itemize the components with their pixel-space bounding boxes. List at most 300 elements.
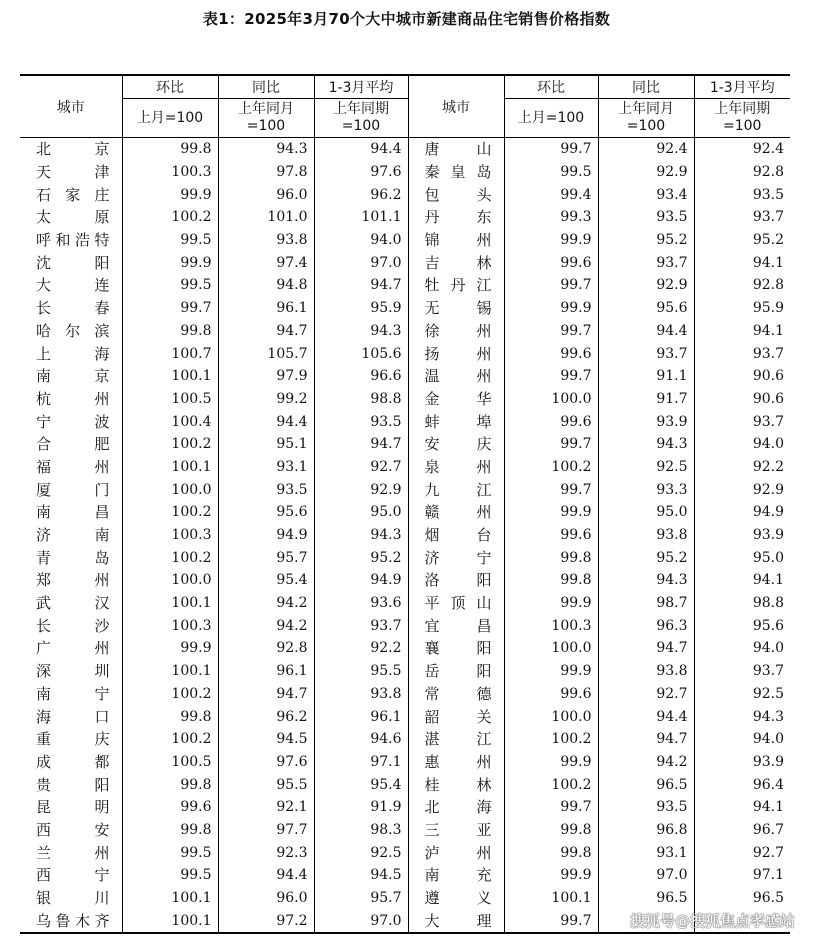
table-row <box>20 887 790 910</box>
mom-value: 99.5 <box>504 161 598 184</box>
mom-value: 99.7 <box>504 320 598 343</box>
avg-value: 92.2 <box>314 637 408 660</box>
yoy-value: 93.5 <box>598 206 694 229</box>
mom-value: 100.4 <box>122 410 218 433</box>
city-name: 宁波 <box>20 410 122 433</box>
avg-value: 93.8 <box>314 683 408 706</box>
city-name: 泸州 <box>408 841 504 864</box>
avg-value: 94.9 <box>694 501 790 524</box>
table-row <box>20 819 790 842</box>
mom-value: 100.2 <box>504 728 598 751</box>
mom-value: 99.8 <box>122 773 218 796</box>
city-name: 安庆 <box>408 433 504 456</box>
table-row <box>20 365 790 388</box>
avg-value: 97.0 <box>314 251 408 274</box>
yoy-value: 97.4 <box>218 251 314 274</box>
table-row <box>20 841 790 864</box>
city-name: 海口 <box>20 705 122 728</box>
city-name: 湛江 <box>408 728 504 751</box>
mom-value: 100.3 <box>122 161 218 184</box>
yoy-base-left <box>218 99 314 138</box>
city-name: 深圳 <box>20 660 122 683</box>
table-row <box>20 251 790 274</box>
table-row <box>20 433 790 456</box>
avg-value: 94.7 <box>314 433 408 456</box>
table-row <box>20 660 790 683</box>
avg-value: 92.2 <box>694 456 790 479</box>
mom-value: 100.2 <box>122 433 218 456</box>
city-name: 包头 <box>408 183 504 206</box>
table-row <box>20 569 790 592</box>
yoy-value: 92.1 <box>218 796 314 819</box>
avg-header-right: 1-3月平均 <box>694 75 790 99</box>
yoy-value: 93.4 <box>598 183 694 206</box>
yoy-value: 95.2 <box>598 546 694 569</box>
city-name: 蚌埠 <box>408 410 504 433</box>
mom-value: 99.3 <box>504 206 598 229</box>
table-body <box>20 138 790 934</box>
mom-value: 99.9 <box>504 660 598 683</box>
city-name: 上海 <box>20 342 122 365</box>
yoy-value: 97.8 <box>218 161 314 184</box>
avg-value: 92.5 <box>694 683 790 706</box>
avg-base-line1: 上年同期 <box>333 101 389 117</box>
avg-value: 92.9 <box>694 478 790 501</box>
yoy-value: 93.1 <box>218 456 314 479</box>
city-name: 惠州 <box>408 751 504 774</box>
avg-value: 95.2 <box>314 546 408 569</box>
table-row <box>20 637 790 660</box>
mom-value: 99.5 <box>122 229 218 252</box>
avg-value: 94.7 <box>314 274 408 297</box>
yoy-value: 92.7 <box>598 683 694 706</box>
avg-value: 92.9 <box>314 478 408 501</box>
mom-value: 100.2 <box>504 773 598 796</box>
mom-value: 100.7 <box>122 342 218 365</box>
avg-value: 97.0 <box>314 909 408 933</box>
mom-value: 99.9 <box>504 297 598 320</box>
yoy-value: 94.4 <box>218 410 314 433</box>
yoy-value: 92.9 <box>598 274 694 297</box>
avg-value: 96.4 <box>694 773 790 796</box>
city-name: 兰州 <box>20 841 122 864</box>
yoy-value: 105.7 <box>218 342 314 365</box>
avg-value: 94.0 <box>694 433 790 456</box>
city-name: 烟台 <box>408 524 504 547</box>
mom-value: 100.5 <box>122 751 218 774</box>
yoy-header-left: 同比 <box>218 75 314 99</box>
yoy-value: 101.0 <box>218 206 314 229</box>
avg-value: 97.1 <box>314 751 408 774</box>
yoy-value: 97.2 <box>218 909 314 933</box>
avg-value: 94.1 <box>694 320 790 343</box>
yoy-value: 93.5 <box>598 796 694 819</box>
city-name: 韶关 <box>408 705 504 728</box>
yoy-value: 94.2 <box>218 614 314 637</box>
avg-value: 98.8 <box>694 592 790 615</box>
yoy-value: 93.9 <box>598 410 694 433</box>
yoy-value: 95.7 <box>218 546 314 569</box>
city-name: 徐州 <box>408 320 504 343</box>
yoy-value: 97.6 <box>218 751 314 774</box>
yoy-value: 96.2 <box>218 705 314 728</box>
avg-value: 94.3 <box>694 705 790 728</box>
avg-base-line2: =100 <box>341 118 381 134</box>
mom-value: 99.8 <box>122 138 218 161</box>
avg-value: 93.9 <box>694 751 790 774</box>
city-name: 郑州 <box>20 569 122 592</box>
yoy-value: 97.7 <box>218 819 314 842</box>
avg-value: 98.8 <box>314 388 408 411</box>
yoy-value: 95.1 <box>218 433 314 456</box>
mom-value: 99.6 <box>504 524 598 547</box>
page-title <box>0 8 813 29</box>
mom-value: 100.1 <box>122 456 218 479</box>
yoy-base-line1: 上年同月 <box>238 101 294 117</box>
avg-value: 96.6 <box>314 365 408 388</box>
avg-base-right <box>694 99 790 138</box>
avg-value: 95.0 <box>694 546 790 569</box>
avg-value: 95.2 <box>694 229 790 252</box>
city-name: 济宁 <box>408 546 504 569</box>
city-name: 泉州 <box>408 456 504 479</box>
yoy-value: 94.4 <box>598 705 694 728</box>
city-name: 石家庄 <box>20 183 122 206</box>
table-header <box>20 75 790 138</box>
mom-value: 99.7 <box>504 274 598 297</box>
yoy-value: 93.7 <box>598 342 694 365</box>
yoy-value: 93.7 <box>598 251 694 274</box>
table-row <box>20 728 790 751</box>
city-name: 福州 <box>20 456 122 479</box>
mom-value: 99.8 <box>504 841 598 864</box>
table-row <box>20 773 790 796</box>
avg-value: 93.7 <box>694 410 790 433</box>
city-name: 北京 <box>20 138 122 161</box>
avg-value: 92.5 <box>314 841 408 864</box>
avg-value: 95.6 <box>694 614 790 637</box>
table-row <box>20 478 790 501</box>
avg-value: 95.7 <box>314 887 408 910</box>
avg-value: 94.0 <box>694 728 790 751</box>
avg-value: 96.1 <box>314 705 408 728</box>
avg-base-line2: =100 <box>723 118 762 134</box>
table-row <box>20 501 790 524</box>
yoy-base-line1: 上年同月 <box>618 101 674 117</box>
yoy-base-line2: =100 <box>626 118 666 134</box>
city-name: 牡丹江 <box>408 274 504 297</box>
table-row <box>20 864 790 887</box>
avg-value: 93.5 <box>314 410 408 433</box>
city-name: 合肥 <box>20 433 122 456</box>
mom-value: 99.8 <box>122 320 218 343</box>
yoy-value: 94.5 <box>218 728 314 751</box>
city-name: 杭州 <box>20 388 122 411</box>
yoy-value: 94.7 <box>598 728 694 751</box>
avg-value: 97.6 <box>314 161 408 184</box>
city-name: 西宁 <box>20 864 122 887</box>
yoy-value: 93.8 <box>598 660 694 683</box>
yoy-header-right: 同比 <box>598 75 694 99</box>
avg-value: 98.3 <box>314 819 408 842</box>
mom-value: 99.9 <box>122 251 218 274</box>
avg-value: 93.9 <box>694 524 790 547</box>
city-name: 昆明 <box>20 796 122 819</box>
yoy-value: 93.8 <box>598 524 694 547</box>
yoy-base-right <box>598 99 694 138</box>
avg-value: 91.9 <box>314 796 408 819</box>
avg-value: 92.8 <box>694 274 790 297</box>
mom-value: 99.9 <box>122 183 218 206</box>
city-name: 济南 <box>20 524 122 547</box>
avg-header-left: 1-3月平均 <box>314 75 408 99</box>
mom-value: 100.0 <box>122 569 218 592</box>
avg-value: 92.7 <box>314 456 408 479</box>
yoy-value: 96.1 <box>218 297 314 320</box>
yoy-value: 91.7 <box>598 388 694 411</box>
city-name: 锦州 <box>408 229 504 252</box>
city-name: 遵义 <box>408 887 504 910</box>
mom-value: 99.8 <box>122 819 218 842</box>
mom-value: 99.5 <box>122 864 218 887</box>
yoy-value: 96.0 <box>218 887 314 910</box>
yoy-value: 95.2 <box>598 229 694 252</box>
mom-value: 99.7 <box>504 909 598 933</box>
mom-value: 99.8 <box>504 819 598 842</box>
city-name: 桂林 <box>408 773 504 796</box>
city-name: 南昌 <box>20 501 122 524</box>
yoy-value: 96.1 <box>218 660 314 683</box>
mom-value: 100.2 <box>122 206 218 229</box>
table-row <box>20 456 790 479</box>
avg-value: 92.4 <box>694 138 790 161</box>
avg-value: 95.9 <box>694 297 790 320</box>
yoy-value: 95.6 <box>598 297 694 320</box>
yoy-value: 94.3 <box>598 433 694 456</box>
yoy-value: 94.3 <box>218 138 314 161</box>
city-name: 大理 <box>408 909 504 933</box>
yoy-value: 96.3 <box>598 614 694 637</box>
table-row <box>20 614 790 637</box>
avg-value: 94.0 <box>694 637 790 660</box>
mom-value: 100.2 <box>122 683 218 706</box>
yoy-value: 96.0 <box>218 183 314 206</box>
yoy-value: 94.2 <box>218 592 314 615</box>
mom-value: 100.5 <box>122 388 218 411</box>
table-row <box>20 297 790 320</box>
city-name: 秦皇岛 <box>408 161 504 184</box>
mom-value: 99.4 <box>504 183 598 206</box>
avg-base-line1: 上年同期 <box>714 101 771 117</box>
yoy-value: 92.9 <box>598 161 694 184</box>
city-name: 襄阳 <box>408 637 504 660</box>
city-header-left: 城市 <box>20 75 122 138</box>
avg-value: 95.9 <box>314 297 408 320</box>
yoy-value: 93.5 <box>218 478 314 501</box>
city-name: 厦门 <box>20 478 122 501</box>
mom-value: 99.8 <box>504 546 598 569</box>
table-row <box>20 183 790 206</box>
yoy-value: 95.6 <box>218 501 314 524</box>
table-row <box>20 342 790 365</box>
city-name: 长春 <box>20 297 122 320</box>
city-name: 北海 <box>408 796 504 819</box>
yoy-value: 93.3 <box>598 478 694 501</box>
avg-value: 94.1 <box>694 796 790 819</box>
mom-value: 99.8 <box>122 705 218 728</box>
mom-header-right: 环比 <box>504 75 598 99</box>
avg-value: 94.0 <box>314 229 408 252</box>
table-row <box>20 320 790 343</box>
mom-base-right: 上月=100 <box>504 99 598 138</box>
mom-value: 99.6 <box>504 251 598 274</box>
mom-value: 100.2 <box>122 501 218 524</box>
avg-base-left <box>314 99 408 138</box>
city-name: 南宁 <box>20 683 122 706</box>
yoy-value: 91.1 <box>598 365 694 388</box>
yoy-value: 95.4 <box>218 569 314 592</box>
mom-value: 100.3 <box>504 614 598 637</box>
avg-value: 90.6 <box>694 388 790 411</box>
mom-value: 99.9 <box>504 592 598 615</box>
city-name: 贵阳 <box>20 773 122 796</box>
yoy-value: 94.7 <box>218 320 314 343</box>
mom-value: 100.3 <box>122 524 218 547</box>
city-name: 九江 <box>408 478 504 501</box>
yoy-value: 92.8 <box>218 637 314 660</box>
avg-value: 90.6 <box>694 365 790 388</box>
mom-value: 100.1 <box>122 909 218 933</box>
avg-value: 96.2 <box>314 183 408 206</box>
mom-value: 100.2 <box>504 456 598 479</box>
mom-value: 100.0 <box>504 388 598 411</box>
watermark: 搜狐号@搜狐焦点孝感站 <box>629 912 795 930</box>
mom-value: 99.6 <box>122 796 218 819</box>
table-row <box>20 206 790 229</box>
yoy-value: 94.9 <box>218 524 314 547</box>
yoy-value: 92.4 <box>598 138 694 161</box>
avg-value: 101.1 <box>314 206 408 229</box>
city-name: 金华 <box>408 388 504 411</box>
yoy-base-line2: =100 <box>246 118 286 134</box>
yoy-value: 95.0 <box>598 501 694 524</box>
table-row <box>20 705 790 728</box>
city-name: 重庆 <box>20 728 122 751</box>
mom-value: 99.9 <box>504 501 598 524</box>
table-row <box>20 161 790 184</box>
mom-value: 99.7 <box>122 297 218 320</box>
mom-value: 99.7 <box>504 433 598 456</box>
mom-value: 100.1 <box>122 660 218 683</box>
mom-base-left: 上月=100 <box>122 99 218 138</box>
yoy-value: 94.7 <box>218 683 314 706</box>
table-row <box>20 274 790 297</box>
table-row <box>20 683 790 706</box>
avg-value: 94.9 <box>314 569 408 592</box>
city-name: 唐山 <box>408 138 504 161</box>
avg-value: 93.7 <box>694 206 790 229</box>
mom-value: 99.6 <box>504 683 598 706</box>
city-name: 平顶山 <box>408 592 504 615</box>
city-name: 赣州 <box>408 501 504 524</box>
city-name: 岳阳 <box>408 660 504 683</box>
avg-value: 95.5 <box>314 660 408 683</box>
title-text: 表1：2025年3月70个大中城市新建商品住宅销售价格指数 <box>202 10 611 28</box>
mom-value: 99.7 <box>504 365 598 388</box>
table-row <box>20 546 790 569</box>
yoy-value: 97.9 <box>218 365 314 388</box>
city-name: 沈阳 <box>20 251 122 274</box>
yoy-value: 95.5 <box>218 773 314 796</box>
avg-value: 94.3 <box>314 320 408 343</box>
yoy-value: 96.5 <box>598 887 694 910</box>
mom-value: 100.3 <box>122 614 218 637</box>
mom-value: 99.8 <box>504 569 598 592</box>
city-name: 银川 <box>20 887 122 910</box>
mom-value: 100.1 <box>504 887 598 910</box>
city-name: 太原 <box>20 206 122 229</box>
avg-value: 96.5 <box>694 887 790 910</box>
city-name: 广州 <box>20 637 122 660</box>
mom-value: 99.7 <box>504 478 598 501</box>
mom-value: 99.5 <box>122 841 218 864</box>
yoy-value: 94.2 <box>598 751 694 774</box>
yoy-value: 94.3 <box>598 569 694 592</box>
table-row <box>20 138 790 161</box>
city-name: 武汉 <box>20 592 122 615</box>
yoy-value: 93.8 <box>218 229 314 252</box>
yoy-value: 94.7 <box>598 637 694 660</box>
mom-value: 99.6 <box>504 410 598 433</box>
city-name: 成都 <box>20 751 122 774</box>
city-name: 宜昌 <box>408 614 504 637</box>
mom-value: 99.9 <box>504 864 598 887</box>
avg-value: 93.7 <box>694 342 790 365</box>
table-row <box>20 388 790 411</box>
table-row <box>20 524 790 547</box>
mom-value: 99.7 <box>504 138 598 161</box>
avg-value: 93.7 <box>694 660 790 683</box>
city-name: 乌鲁木齐 <box>20 909 122 933</box>
avg-value: 105.6 <box>314 342 408 365</box>
city-name: 温州 <box>408 365 504 388</box>
avg-value: 92.7 <box>694 841 790 864</box>
table-row <box>20 751 790 774</box>
city-name: 天津 <box>20 161 122 184</box>
city-name: 丹东 <box>408 206 504 229</box>
yoy-value: 94.4 <box>598 320 694 343</box>
mom-value: 99.9 <box>504 229 598 252</box>
yoy-value: 94.4 <box>218 864 314 887</box>
table-row <box>20 592 790 615</box>
avg-value: 94.4 <box>314 138 408 161</box>
mom-value: 99.5 <box>122 274 218 297</box>
yoy-value: 97.0 <box>598 864 694 887</box>
city-name: 呼和浩特 <box>20 229 122 252</box>
mom-value: 99.6 <box>504 342 598 365</box>
avg-value: 94.6 <box>314 728 408 751</box>
yoy-value: 92.5 <box>598 456 694 479</box>
avg-value: 93.5 <box>694 183 790 206</box>
table-row <box>20 229 790 252</box>
city-header-right: 城市 <box>408 75 504 138</box>
mom-value: 99.7 <box>504 796 598 819</box>
avg-value: 93.7 <box>314 614 408 637</box>
mom-value: 100.1 <box>122 365 218 388</box>
avg-value: 92.8 <box>694 161 790 184</box>
yoy-value: 94.8 <box>218 274 314 297</box>
yoy-value: 96.8 <box>598 819 694 842</box>
